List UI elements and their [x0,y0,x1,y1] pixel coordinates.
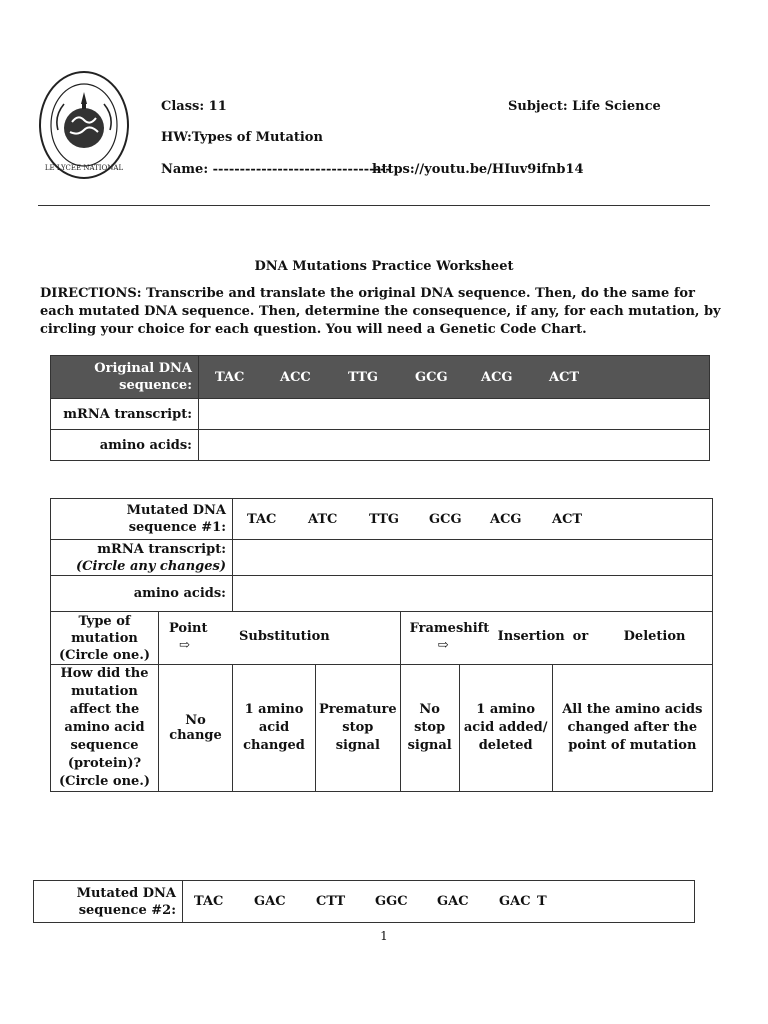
codon: TAC [194,894,224,909]
codon: GAC [437,894,469,909]
amino-acids-answer-cell[interactable] [199,430,710,461]
effect-option-all-changed[interactable]: All the amino acids changed after the point of mutation [552,665,712,792]
mrna-label-cell [51,540,233,576]
page-number: 1 [380,929,388,943]
codon: ACT [549,369,580,385]
mutated-2-label: Mutated DNA sequence #2: [34,881,183,923]
worksheet-title: DNA Mutations Practice Worksheet [254,259,514,274]
frameshift-option[interactable] [400,612,712,665]
mutation-type-label: Type of mutation (Circle one.) [51,612,159,665]
mutated-2-table [33,880,695,923]
name-field[interactable]: Name: --------------------------------- [161,162,391,177]
mutated-1-sequence [233,499,713,540]
codon: TAC [215,369,245,385]
codon: TTG [348,369,378,385]
point-label: Point [169,621,208,636]
mrna-label: mRNA transcript: [97,541,226,557]
effect-option-amino-added-deleted[interactable]: 1 amino acid added/ deleted [459,665,552,792]
codon: TAC [247,511,277,527]
codon: T [537,894,547,909]
effect-option-no-stop[interactable]: No stop signal [400,665,459,792]
homework-title: HW:Types of Mutation [161,130,323,145]
substitution-label: Substitution [239,629,330,644]
mrna-label: mRNA transcript: [51,399,199,430]
subject-label: Subject: Life Science [508,99,661,114]
mrna-answer-cell[interactable] [199,399,710,430]
codon: ACG [490,511,522,527]
class-label: Class: 11 [161,99,227,114]
codon: ACC [280,369,311,385]
amino-acids-label: amino acids: [51,430,199,461]
codon: TTG [369,511,399,527]
codon: GAC [499,894,531,909]
mrna-answer-cell[interactable] [233,540,713,576]
effect-option-no-change[interactable]: No change [159,665,233,792]
arrow-icon: ⇨ [179,638,190,653]
directions-text: DIRECTIONS: Transcribe and translate the original DNA sequence. Then, do the same for each mutated DNA sequence. Then, determine the consequence, if any, for each mutation, by circling your choice for each question. You will need a Genetic Code Chart. [40,286,721,337]
codon: GGC [375,894,408,909]
amino-acids-label: amino acids: [51,576,233,612]
header-divider [38,205,710,206]
mutated-2-sequence [183,881,695,923]
video-link[interactable]: https://youtu.be/HIuv9ifnb14 [372,162,584,177]
effect-question-label: How did the mutation affect the amino acid sequence (protein)? (Circle one.) [51,665,159,792]
original-dna-label: Original DNA sequence: [51,356,199,399]
codon: ACT [552,511,583,527]
original-dna-sequence [199,356,710,399]
mutated-1-table [50,498,713,792]
circle-changes-note: (Circle any changes) [76,558,226,574]
frameshift-label: Frameshift [409,621,490,636]
codon: GAC [254,894,286,909]
codon: GCG [429,511,462,527]
effect-option-1-amino-changed[interactable]: 1 amino acid changed [233,665,316,792]
arrow-icon: ⇨ [437,638,449,653]
school-logo [38,70,130,180]
amino-acids-answer-cell[interactable] [233,576,713,612]
codon: ATC [308,511,338,527]
codon: GCG [415,369,448,385]
deletion-option[interactable]: Deletion [623,629,686,644]
effect-option-premature-stop[interactable]: Premature stop signal [316,665,401,792]
mutated-1-label: Mutated DNA sequence #1: [51,499,233,540]
or-label: or [572,629,589,644]
codon: CTT [316,894,346,909]
insertion-option[interactable]: Insertion [497,629,565,644]
original-dna-table [50,355,710,461]
codon: ACG [481,369,513,385]
logo-text: LE LYCEE NATIONAL [44,164,124,172]
point-substitution-option[interactable] [159,612,401,665]
